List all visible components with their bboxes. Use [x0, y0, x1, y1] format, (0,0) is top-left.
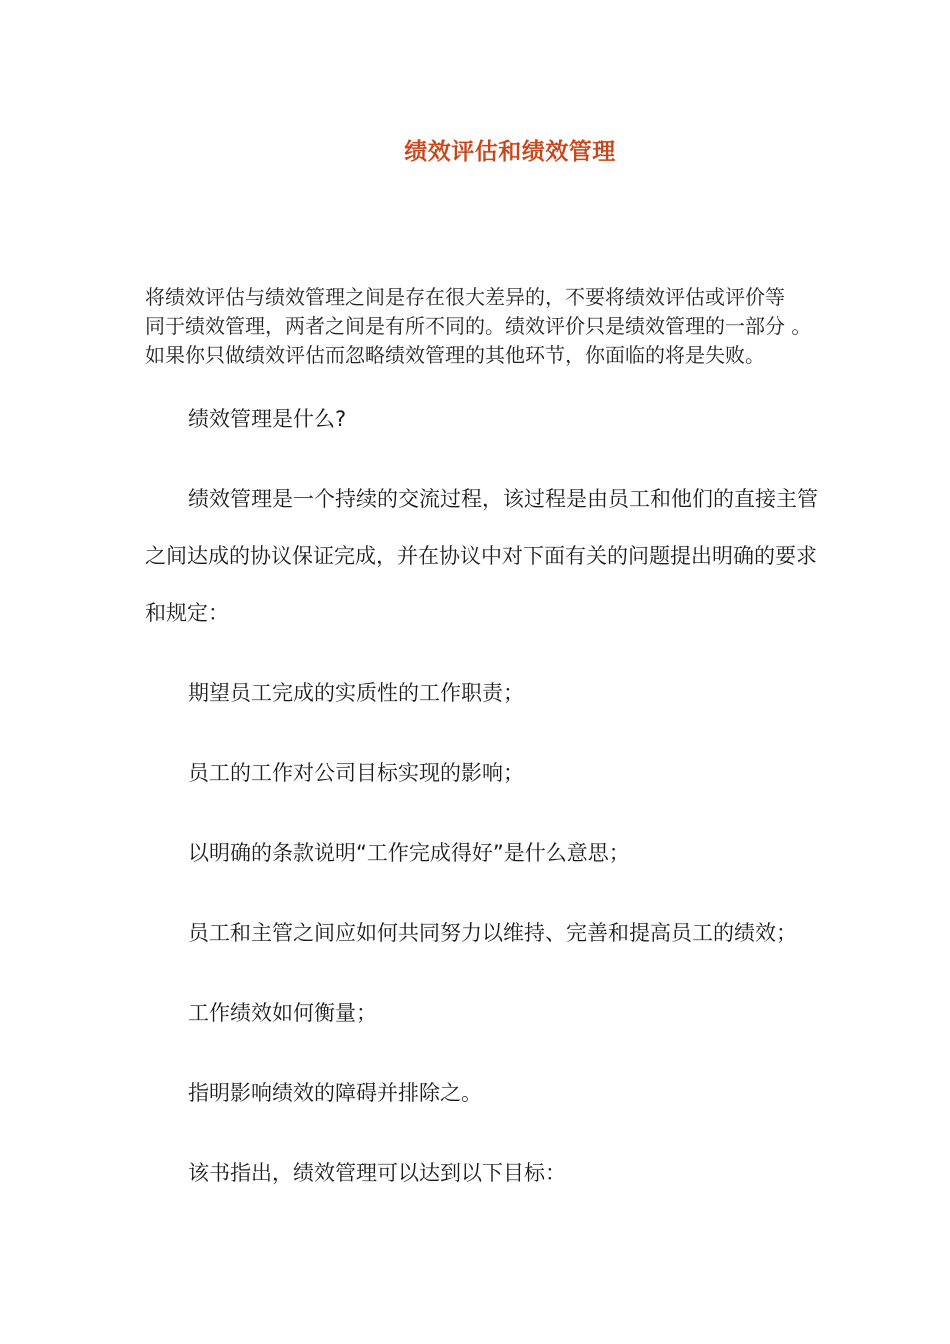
list-item: 员工的工作对公司目标实现的影响；: [188, 761, 524, 785]
question-heading: 绩效管理是什么?: [188, 407, 347, 431]
list-item: 期望员工完成的实质性的工作职责；: [188, 681, 524, 705]
list-item: 指明影响绩效的障碍并排除之。: [188, 1081, 482, 1105]
intro-line-1: 将绩效评估与绩效管理之间是存在很大差异的，不要将绩效评估或评价等: [145, 285, 785, 309]
definition-line-1: 绩效管理是一个持续的交流过程，该过程是由员工和他们的直接主管: [188, 487, 818, 511]
list-item: 工作绩效如何衡量；: [188, 1001, 377, 1025]
document-title: 绩效评估和绩效管理: [404, 139, 616, 165]
intro-line-3: 如果你只做绩效评估而忽略绩效管理的其他环节，你面临的将是失败。: [145, 343, 765, 367]
definition-line-3: 和规定：: [145, 601, 229, 625]
closing-line: 该书指出，绩效管理可以达到以下目标：: [188, 1161, 566, 1185]
intro-line-2: 同于绩效管理，两者之间是有所不同的。绩效评价只是绩效管理的一部分 。: [145, 314, 812, 338]
definition-line-2: 之间达成的协议保证完成，并在协议中对下面有关的问题提出明确的要求: [145, 544, 817, 568]
list-item: 以明确的条款说明“工作完成得好”是什么意思；: [188, 841, 630, 865]
list-item: 员工和主管之间应如何共同努力以维持、完善和提高员工的绩效；: [188, 921, 797, 945]
